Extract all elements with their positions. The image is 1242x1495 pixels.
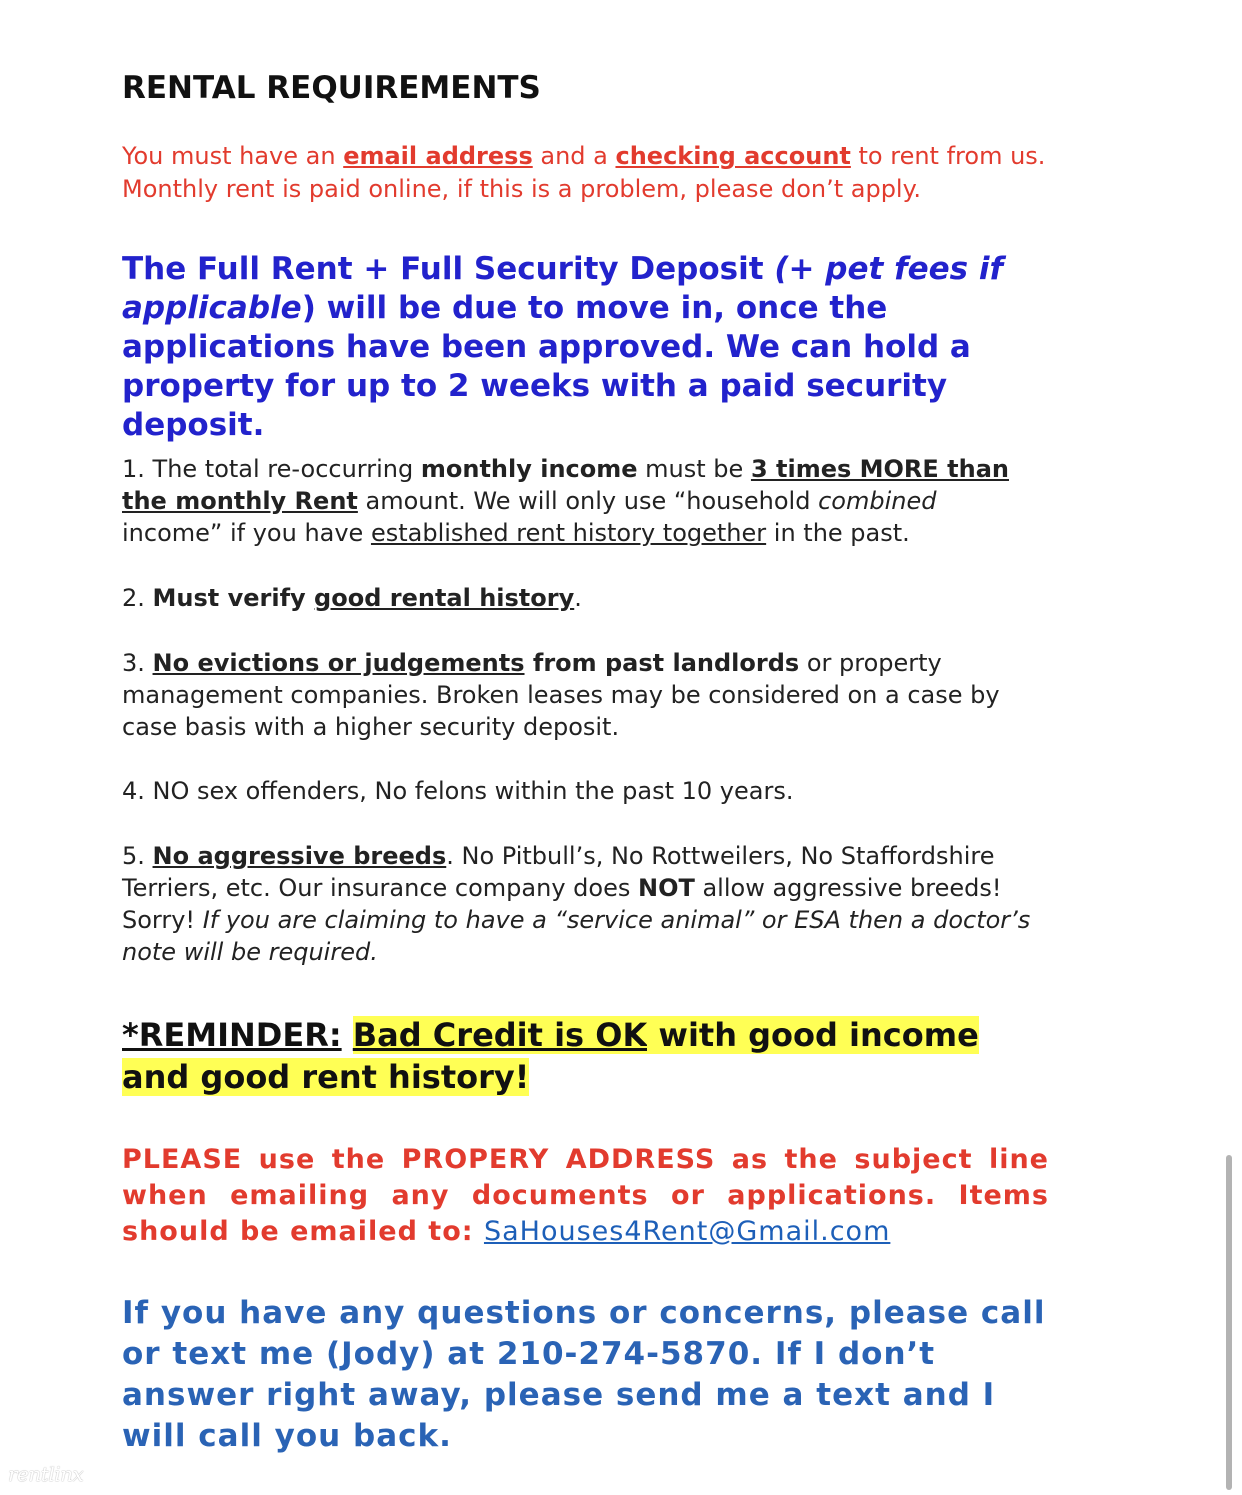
deposit-text-2: ) will be due to move in, once the applications have been approved. We can hold a property for up to 2 weeks with a paid security deposit.: [122, 290, 971, 443]
requirement-pets: [122, 840, 1042, 968]
intro-text-3: to rent from us. Monthly rent is paid online, if this is a problem, please don’t apply.: [122, 142, 1046, 203]
pets-service-animal: If you are claiming to have a “service animal” or ESA then a doctor’s note will be required.: [122, 906, 1031, 966]
income-history-together: established rent history together: [370, 519, 767, 547]
scrollbar[interactable]: [1226, 1155, 1232, 1490]
income-multiplier: 3 times MORE than the monthly Rent: [122, 455, 1009, 515]
income-combined: combined: [818, 487, 937, 515]
reminder-highlight: with good income and good rent history!: [122, 1016, 979, 1096]
email-address-term: email address: [343, 142, 533, 170]
history-period: .: [574, 584, 582, 612]
reminder-bad-credit: Bad Credit is OK: [352, 1016, 648, 1054]
email-instructions: [122, 1142, 1049, 1250]
deposit-pet-fees: (+ pet fees if applicable: [122, 251, 1003, 326]
credit-reminder: [122, 1014, 1022, 1098]
reminder-label: *REMINDER:: [122, 1016, 342, 1054]
intro-text-1: You must have an: [122, 142, 344, 170]
pets-underlined: No aggressive breeds: [152, 842, 447, 870]
checking-account-term: checking account: [615, 142, 851, 170]
requirement-evictions: [122, 647, 1042, 743]
history-bold: Must verify: [152, 584, 315, 612]
pets-not: NOT: [637, 874, 695, 902]
pets-text-2: allow aggressive breeds! Sorry!: [122, 874, 1002, 934]
income-text-5: in the past.: [766, 519, 910, 547]
email-link[interactable]: SaHouses4Rent@Gmail.com: [483, 1216, 891, 1247]
intro-text-2: and a: [532, 142, 616, 170]
evictions-text: or property management companies. Broken leases may be considered on a case by case basis with a higher security deposit.: [122, 649, 1000, 741]
evictions-number: 3.: [122, 649, 153, 677]
income-text-3: amount. We will only use “household: [357, 487, 819, 515]
requirement-income: [122, 453, 1042, 549]
reminder-space: [342, 1016, 353, 1054]
history-number: 2.: [122, 584, 153, 612]
income-text-1: 1. The total re-occurring: [122, 455, 421, 483]
requirement-offenders: 4. NO sex offenders, No felons within the past 10 years.: [122, 777, 794, 805]
pets-text-1: . No Pitbull’s, No Rottweilers, No Staffordshire Terriers, etc. Our insurance company does: [122, 842, 995, 902]
income-text-2: must be: [637, 455, 751, 483]
intro-requirement: [122, 140, 1062, 206]
income-text-4: income” if you have: [122, 519, 371, 547]
pets-number: 5.: [122, 842, 153, 870]
deposit-text-1: The Full Rent + Full Security Deposit: [122, 251, 775, 287]
watermark-logo: rentlinx: [8, 1462, 84, 1486]
evictions-bold: from past landlords: [524, 649, 800, 677]
contact-info: If you have any questions or concerns, please call or text me (Jody) at 210-274-5870. If I don’t answer right away, please send me a text and I will call you back.: [122, 1295, 1046, 1454]
evictions-underlined: No evictions or judgements: [152, 649, 525, 677]
deposit-notice: [122, 250, 1042, 445]
income-bold: monthly income: [420, 455, 638, 483]
history-underlined: good rental history: [314, 584, 575, 612]
page-title: RENTAL REQUIREMENTS: [122, 70, 541, 106]
requirement-rental-history: [122, 582, 1042, 614]
email-instructions-text: PLEASE use the PROPERY ADDRESS as the subject line when emailing any documents or applications. Items should be emailed to:: [122, 1144, 1049, 1247]
